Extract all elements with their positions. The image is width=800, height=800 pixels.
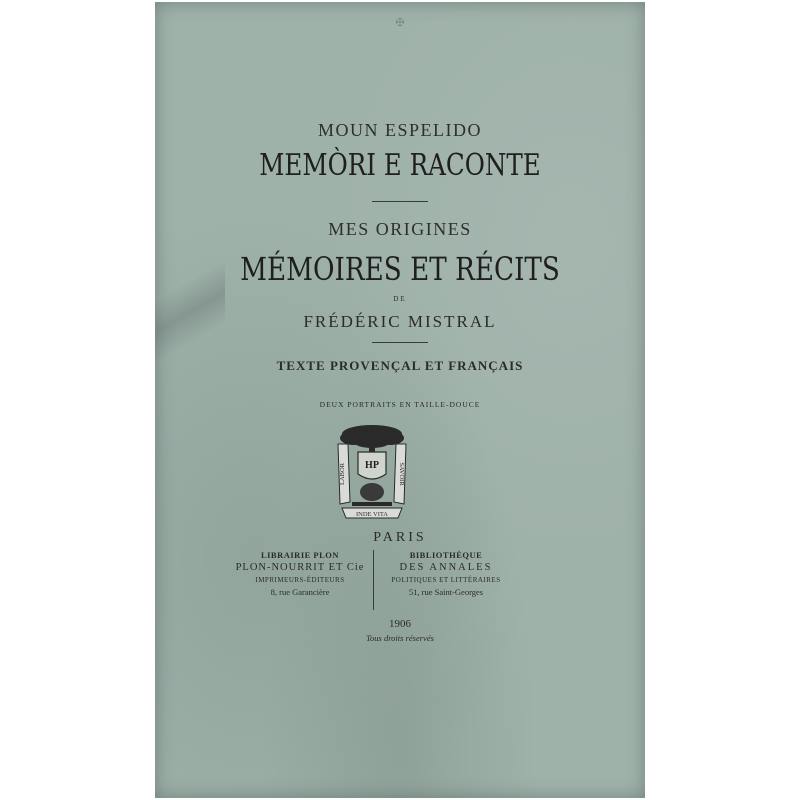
portraits-label: DEUX PORTRAITS EN TAILLE-DOUCE bbox=[319, 400, 481, 409]
provencal-subtitle: MOUN ESPELIDO bbox=[317, 120, 482, 140]
publisher-right-address: 51, rue Saint-Georges bbox=[408, 587, 484, 597]
city-label: PARIS bbox=[373, 530, 427, 545]
french-subtitle: MES ORIGINES bbox=[328, 219, 472, 239]
publisher-right-name: BIBLIOTHÈQUE bbox=[409, 550, 483, 560]
de-label: DE bbox=[393, 295, 407, 303]
publisher-right bbox=[381, 550, 511, 597]
tree-emblem-icon bbox=[332, 422, 412, 520]
french-title: MÉMOIRES ET RÉCITS bbox=[240, 250, 560, 288]
top-cross-mark: ✠ bbox=[395, 17, 405, 29]
rights-notice: Tous droits réservés bbox=[366, 633, 434, 643]
publisher-right-role: POLITIQUES ET LITTÉRAIRES bbox=[391, 576, 501, 584]
emblem-banner-left: LABOR bbox=[339, 462, 346, 486]
publication-year: 1906 bbox=[389, 618, 411, 630]
publisher-left-name: LIBRAIRIE PLON bbox=[260, 550, 340, 560]
publisher-left-firm: PLON-NOURRIT ET Cie bbox=[235, 562, 365, 573]
emblem-monogram: HP bbox=[365, 460, 379, 471]
publisher-divider bbox=[373, 550, 374, 610]
book-cover bbox=[155, 2, 645, 798]
emblem-bottom-ribbon: INDE VITA bbox=[355, 511, 389, 518]
title-rule-1 bbox=[372, 201, 428, 202]
publisher-left-role: IMPRIMEURS-ÉDITEURS bbox=[255, 576, 345, 584]
texte-label: TEXTE PROVENÇAL ET FRANÇAIS bbox=[276, 358, 524, 373]
publisher-left bbox=[235, 550, 365, 597]
publisher-right-firm: DES ANNALES bbox=[399, 562, 493, 573]
provencal-title: MEMÒRI E RACONTE bbox=[259, 148, 541, 183]
emblem-banner-right: SAVOIR bbox=[398, 462, 405, 486]
author-name: FRÉDÉRIC MISTRAL bbox=[303, 312, 497, 331]
publisher-left-address: 8, rue Garancière bbox=[270, 587, 330, 597]
title-rule-2 bbox=[372, 342, 428, 343]
